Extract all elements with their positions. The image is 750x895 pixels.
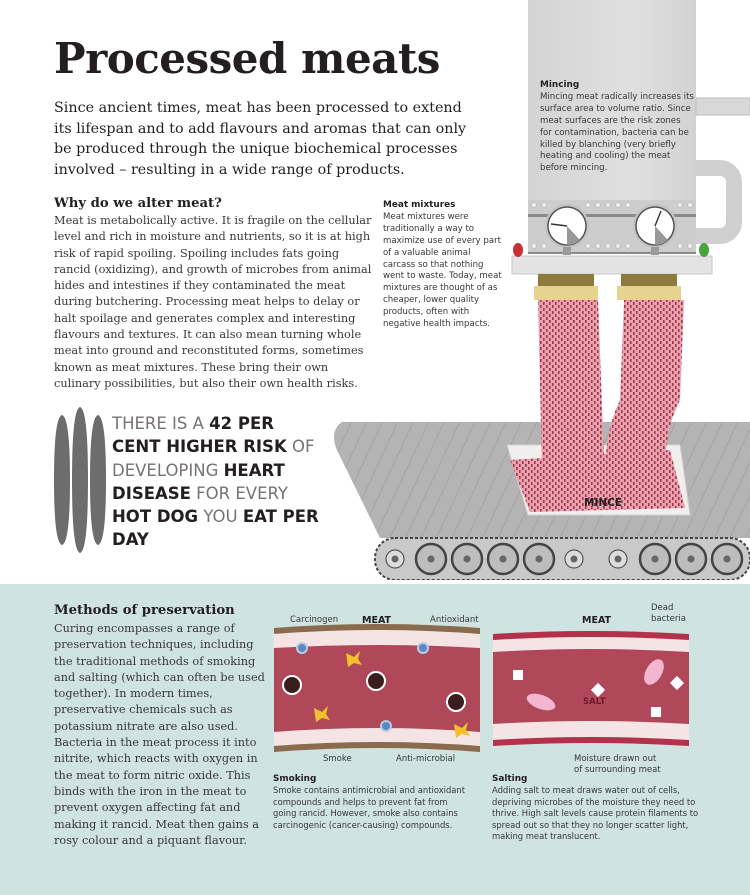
- smoking-body: Smoke contains antimicrobial and antioxidant compounds and helps to prevent fat from going rancid. However, smoke also contains carcinogenic (cancer-causing) compounds.: [273, 785, 466, 830]
- smoking-diagram: [272, 620, 482, 760]
- stat-text-7: YOU: [198, 507, 243, 527]
- smoking-caption: [273, 774, 473, 831]
- why-body: Meat is metabolically active. It is fragile on the cellular level and rich in moisture and nutrients, so it is at high risk of rapid spoiling. Spoiling includes fats going rancid (oxidizing), and growth of microbes from animal hides and intestines if they contaminated the meat during butchering. Processing meat helps to delay or halt spoilage and generates complex and interesting flavours and textures. It can also mean turning whole meat into ground and reconstituted forms, sometimes known as meat mixtures. These bring their own culinary possibilities, but also their own health risks.: [54, 214, 372, 390]
- salt-label: SALT: [583, 697, 606, 707]
- salting-caption: [492, 774, 702, 842]
- mince-label: MINCE: [584, 497, 623, 509]
- smoking-heading: Smoking: [273, 774, 317, 784]
- dead-bacteria-label: Dead bacteria: [651, 603, 686, 624]
- stat-text-3: OF DEVELOPING: [112, 437, 315, 480]
- why-heading: Why do we alter meat?: [54, 196, 222, 211]
- moisture-label: Moisture drawn out of surrounding meat: [574, 754, 661, 775]
- mincing-heading: Mincing: [540, 80, 580, 90]
- stat-text-2: 42 PER CENT HIGHER RISK: [112, 414, 287, 457]
- mincing-callout: [540, 80, 695, 175]
- salting-meat-label: MEAT: [582, 615, 612, 626]
- carcinogen-label: Carcinogen: [290, 615, 339, 625]
- intro-paragraph: Since ancient times, meat has been processed to extend its lifespan and to add flavours and aromas that can only be produced through the unique biochemical processes involved – resulting in a wide range of products.: [54, 100, 467, 178]
- smoke-label: Smoke: [323, 754, 352, 764]
- salting-body: Adding salt to meat draws water out of cells, depriving microbes of the moisture they need to thrive. High salt levels cause protein filaments to spread out so that they no longer scatter light, making meat translucent.: [492, 785, 699, 842]
- stat-text-8: EAT PER DAY: [112, 507, 319, 550]
- stat-text-6: HOT DOG: [112, 507, 199, 527]
- antimicrobial-label: Anti-microbial: [396, 754, 456, 764]
- stat-text-1: THERE IS A: [112, 414, 210, 433]
- page-title: Processed meats: [54, 34, 440, 83]
- salting-diagram: [491, 630, 691, 750]
- salting-heading: Salting: [492, 774, 528, 784]
- stat-text-4: HEART DISEASE: [112, 460, 285, 503]
- conveyor-belt-illustration: [320, 290, 750, 580]
- mincing-body: Mincing meat radically increases its surface area to volume ratio. Since meat surfaces are the risk zones for contamination, bacteria can be killed by blanching (very briefly heating and cooling) the meat before mincing.: [540, 91, 694, 174]
- meat-mixtures-body: Meat mixtures were traditionally a way to maximize use of every part of a valuable animal carcass so that nothing went to waste. Today, meat mixtures are thought of as cheaper, lower quality products, often with negative health impacts.: [383, 211, 502, 330]
- preservation-heading: Methods of preservation: [54, 603, 235, 618]
- stat-text-5: FOR EVERY: [190, 483, 288, 503]
- hot-dog-stat: [112, 412, 322, 552]
- smoking-meat-label: MEAT: [362, 615, 392, 626]
- hot-dog-icon: [52, 405, 108, 555]
- preservation-body: Curing encompasses a range of preservation techniques, including the traditional methods of smoking and salting (which can often be used together). In modern times, preservative chemicals such as potassium nitrate are also used. Bacteria in the meat process it into nitrite, which reacts with oxygen in the meat to form nitric oxide. This binds with the iron in the meat to prevent oxygen affecting fat and making it rancid. Meat then gains a rosy colour and a piquant flavour.: [54, 622, 265, 847]
- antioxidant-label: Antioxidant: [430, 615, 479, 625]
- meat-mixtures-heading: Meat mixtures: [383, 200, 456, 210]
